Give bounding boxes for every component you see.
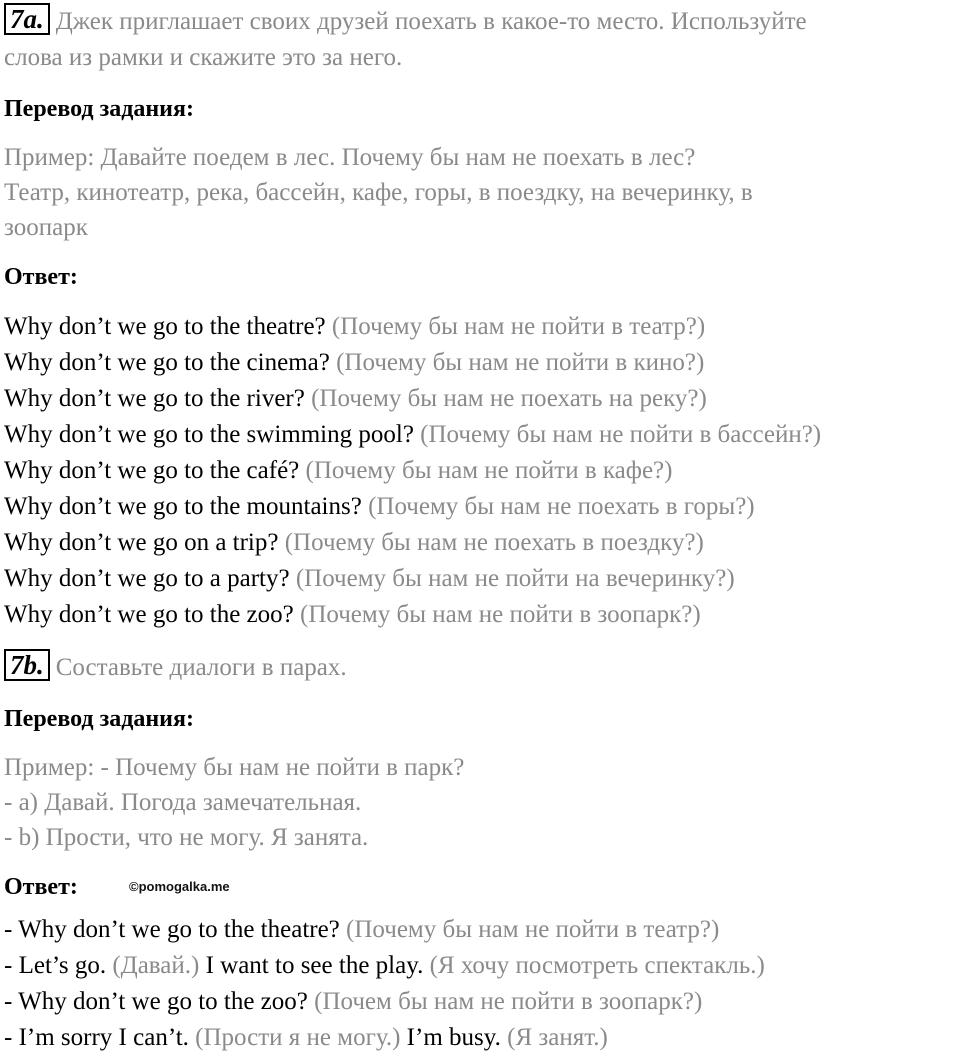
dialogue-russian: (Я хочу посмотреть спектакль.) [429, 952, 765, 979]
answer-english: Why don’t we go to the swimming pool? [4, 421, 414, 448]
dialogue-english: - I’m sorry I can’t. [4, 1024, 189, 1051]
answer-english: Why don’t we go to a party? [4, 565, 290, 592]
dialogue-line [4, 912, 719, 948]
answer-heading: Ответ: [4, 874, 78, 900]
translation-line: зоопарк [4, 214, 88, 241]
dialogue-english: - Why don’t we go to the zoo? [4, 988, 308, 1015]
answer-line [4, 489, 755, 525]
instruction-text: Джек приглашает своих друзей поехать в какое-то место. Используйте [55, 8, 807, 35]
translation-line: Пример: Давайте поедем в лес. Почему бы нам не поехать в лес? [4, 144, 696, 171]
answer-english: Why don’t we go on a trip? [4, 529, 279, 556]
task-7b-instruction [4, 650, 347, 686]
answer-line [4, 525, 704, 561]
answer-english: Why don’t we go to the café? [4, 457, 300, 484]
answer-line [4, 597, 701, 633]
answer-line [4, 345, 704, 381]
task-7a-instruction [4, 4, 807, 40]
answer-heading-row [4, 872, 404, 902]
translation-heading: Перевод задания: [4, 96, 194, 122]
dialogue-english: I’m busy. [406, 1024, 501, 1051]
answer-heading: Ответ: [4, 264, 78, 290]
dialogue-line [4, 1020, 608, 1056]
dialogue-english: I want to see the play. [205, 952, 424, 979]
translation-line: - b) Прости, что не могу. Я занята. [4, 824, 369, 851]
answer-english: Why don’t we go to the zoo? [4, 601, 294, 628]
dialogue-english: - Let’s go. [4, 952, 107, 979]
answer-russian: (Почему бы нам не пойти в бассейн?) [420, 421, 822, 448]
answer-russian: (Почему бы нам не пойти в кино?) [336, 349, 705, 376]
translation-heading: Перевод задания: [4, 706, 194, 732]
answer-line [4, 417, 821, 453]
answer-russian: (Почему бы нам не пойти на вечеринку?) [295, 565, 735, 592]
translation-line: Пример: - Почему бы нам не пойти в парк? [4, 754, 465, 781]
answer-line [4, 453, 672, 489]
answer-russian: (Почему бы нам не пойти в театр?) [331, 313, 706, 340]
answer-line [4, 561, 735, 597]
answer-russian: (Почему бы нам не поехать на реку?) [311, 385, 707, 412]
dialogue-russian: (Давай.) [112, 952, 200, 979]
answer-russian: (Почему бы нам не пойти в зоопарк?) [300, 601, 701, 628]
translation-line: Театр, кинотеатр, река, бассейн, кафе, горы, в поездку, на вечеринку, в [4, 179, 753, 206]
watermark: ©pomogalka.me [129, 879, 230, 894]
answer-russian: (Почему бы нам не поехать в поездку?) [284, 529, 704, 556]
answer-english: Why don’t we go to the cinema? [4, 349, 330, 376]
dialogue-line [4, 948, 765, 984]
dialogue-line [4, 984, 702, 1020]
translation-line: - a) Давай. Погода замечательная. [4, 789, 362, 816]
dialogue-russian: (Почем бы нам не пойти в зоопарк?) [314, 988, 703, 1015]
task-number-7b: 7b. [4, 649, 50, 681]
instruction-text: Составьте диалоги в парах. [55, 654, 347, 681]
answer-english: Why don’t we go to the mountains? [4, 493, 362, 520]
answer-english: Why don’t we go to the river? [4, 385, 305, 412]
dialogue-english: - Why don’t we go to the theatre? [4, 916, 340, 943]
answer-line [4, 381, 707, 417]
dialogue-russian: (Прости я не могу.) [195, 1024, 401, 1051]
dialogue-russian: (Я занят.) [507, 1024, 608, 1051]
task-number-7a: 7a. [4, 3, 50, 35]
instruction-text: слова из рамки и скажите это за него. [4, 44, 403, 71]
answer-english: Why don’t we go to the theatre? [4, 313, 326, 340]
answer-line [4, 309, 705, 345]
answer-russian: (Почему бы нам не пойти в кафе?) [305, 457, 673, 484]
dialogue-russian: (Почему бы нам не пойти в театр?) [346, 916, 720, 943]
answer-russian: (Почему бы нам не поехать в горы?) [368, 493, 755, 520]
